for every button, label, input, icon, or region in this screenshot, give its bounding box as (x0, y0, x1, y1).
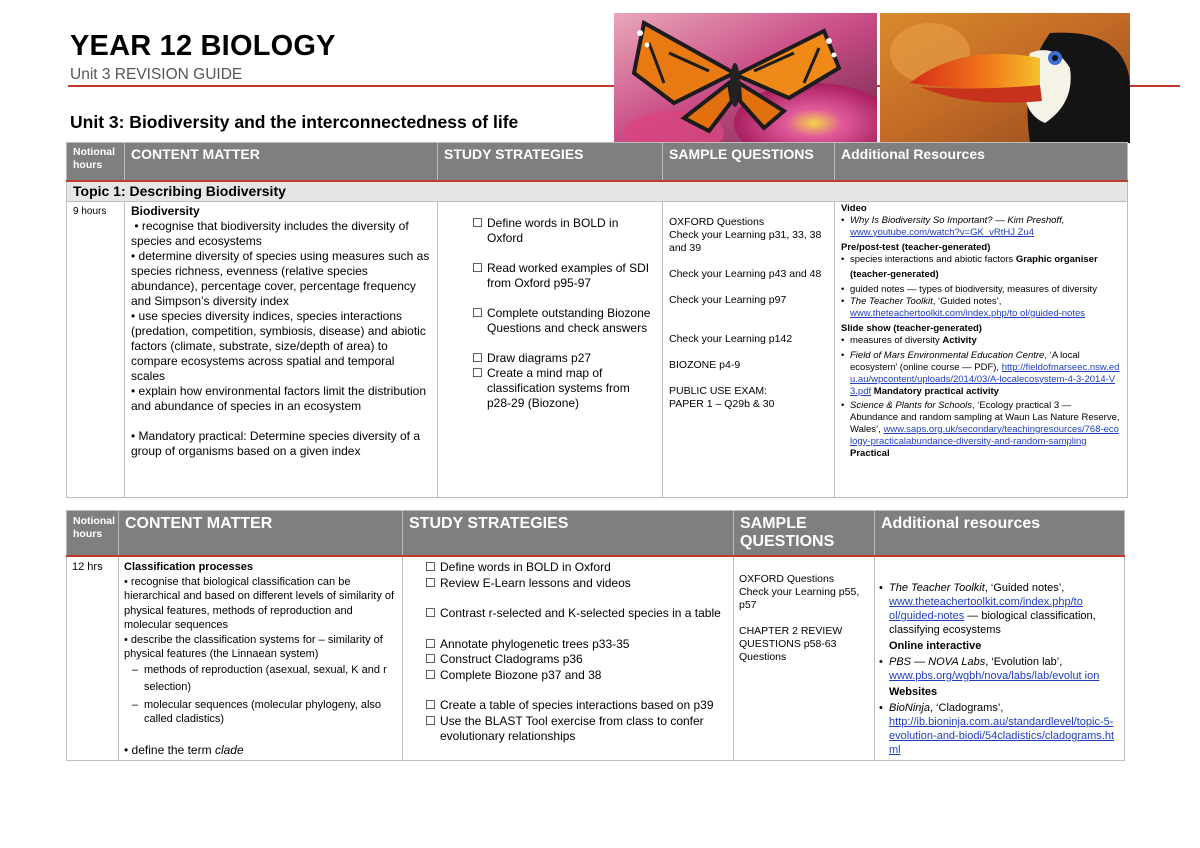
strategy-item: ☐ Use the BLAST Tool exercise from class to confer evolutionary relationships (425, 713, 704, 743)
header-notional-hours: Notional hours (67, 143, 125, 181)
strategies-cell (403, 556, 734, 761)
bullet-icon: • (131, 308, 136, 323)
header-content-matter: CONTENT MATTER (119, 511, 403, 557)
resource-item: • species interactions and abiotic factors Graphic organiser (841, 253, 1098, 265)
checkbox-icon: ☐ (472, 215, 483, 230)
list-item: • determine diversity of species using measures such as species richness, evenness (relative species abundance), percentage cover, percentage frequency and Simpson’s diversity index (131, 248, 430, 308)
slideshow-heading: Slide show (teacher-generated) (841, 322, 982, 334)
strategy-item: ☐ Define words in BOLD in Oxford (425, 560, 611, 574)
strategy-item: ☐ Read worked examples of SDI from Oxford p95-97 (472, 260, 650, 290)
bullet-icon: • (131, 428, 136, 443)
checkbox-icon: ☐ (425, 636, 436, 651)
table2-header-row (67, 511, 1125, 557)
bullet-icon: • (124, 575, 128, 588)
strategy-item: ☐ Draw diagrams p27 (472, 350, 592, 365)
checkbox-icon: ☐ (472, 365, 483, 380)
fom-link[interactable]: http://fieldofmarseec.nsw.edu.au/wpcontent/uploads/2014/03/A-localecosystem-4-3-2014-V3.pdf (850, 361, 1120, 397)
questions-cell (663, 201, 835, 497)
table-row (67, 556, 1125, 761)
unit-heading: Unit 3: Biodiversity and the interconnectedness of life (70, 112, 519, 132)
bullet-icon: • (841, 349, 845, 361)
question-item: OXFORD Questions (739, 573, 835, 585)
list-item: • explain how environmental factors limit the distribution and abundance of species in an ecosystem (131, 383, 427, 413)
resource-item: • measures of diversity Activity (841, 334, 977, 346)
strategy-item: ☐ Contrast r-selected and K-selected species in a table (425, 606, 721, 620)
list-item: • use species diversity indices, species interactions (predation, competition, symbiosis, disease) and abiotic factors (climate, substrate, size/depth of area) to compare ecosystems across spatial and temporal scales (131, 308, 426, 383)
checkbox-icon: ☐ (425, 698, 436, 712)
page-subtitle: Unit 3 REVISION GUIDE (70, 66, 243, 83)
bullet-icon: • (131, 248, 136, 263)
strategy-item: ☐ Define words in BOLD in Oxford (472, 215, 619, 245)
resource-item: • BioNinja, ‘Cladograms’, http://ib.bioninja.com.au/standardlevel/topic-5-evolution-and-biodi/54cladistics/cladograms.html (879, 702, 1115, 756)
table-row (67, 201, 1128, 497)
header-additional-resources: Additional resources (875, 511, 1125, 557)
checkbox-icon: ☐ (425, 560, 436, 574)
pbs-link[interactable]: www.pbs.org/wgbh/nova/labs/lab/evolut ion (889, 670, 1100, 682)
topic1-table (66, 142, 1128, 498)
bullet-icon: • (841, 399, 845, 411)
content-cell (125, 201, 438, 497)
question-item: Check your Learning p31, 33, 38 and 39 (669, 228, 822, 254)
resource-item: • guided notes — types of biodiversity, measures of diversity (841, 283, 1097, 295)
header-content-matter: CONTENT MATTER (125, 143, 438, 181)
bullet-icon: • (879, 702, 883, 714)
question-item: BIOZONE p4-9 (669, 358, 741, 371)
checkbox-icon: ☐ (425, 575, 436, 590)
strategy-item: ☐ Complete Biozone p37 and 38 (425, 667, 602, 682)
strategy-item: ☐ Create a table of species interactions based on p39 (425, 698, 714, 712)
online-interactive-heading: Online interactive (889, 640, 982, 652)
classification-table (66, 510, 1125, 761)
resources-cell: Video • Why Is Biodiversity So Important? — Kim Preshoff, www.youtube.com/watch?v=GK_vRtHJ Zu4 Pre/post-test (teacher-generated) • species interactions and abiotic factors Graphic organiser (teacher-generated) • guided notes — types of biodiversity, measures of diversity • The Teacher Toolkit, ‘Guided notes’, www.theteachertoolkit.com/index.php/to ol/guided-notes Slide show (teacher-generated) • measures of diversity Activity • Field of Mars Environmental Education Centre, ‘A local ecosystem’ (online course — PDF), http://fieldofmarseec.nsw.edu.au/wpcontent/uploads/2014/03/A-localecosystem-4-3-2014-V3.pdf Mandatory practical activity • Science & Plants for Schools, ‘Ecology practical 3 — Abundance and random sampling at Waun Las Nature Reserve, Wales’, www.saps.org.uk/secondary/teachingresources/768-ecology-practicalabundance-diversity-and-random-sampling Practical (835, 201, 1128, 497)
question-item: CHAPTER 2 REVIEW QUESTIONS p58-63 Questions (739, 625, 843, 663)
video-link[interactable]: www.youtube.com/watch?v=GK_vRtHJ Zu4 (850, 226, 1035, 238)
toucan-photo (880, 13, 1130, 143)
bullet-icon: • (841, 253, 845, 265)
dash-icon: – (132, 663, 139, 676)
list-item: • Mandatory practical: Determine species diversity of a group of organisms based on a given index (131, 428, 420, 458)
toolkit-link[interactable]: www.theteachertoolkit.com/index.php/to ol/guided-notes (889, 596, 1083, 622)
strategy-item: ☐ Review E-Learn lessons and videos (425, 575, 631, 590)
strategy-item: ☐ Construct Cladograms p36 (425, 652, 583, 666)
bullet-icon: • (841, 214, 845, 226)
butterfly-photo (614, 13, 877, 143)
header-study-strategies: STUDY STRATEGIES (438, 143, 663, 181)
header-sample-questions: SAMPLE QUESTIONS (663, 143, 835, 181)
bullet-icon: • (879, 656, 883, 668)
resource-item: • Science & Plants for Schools, ‘Ecology practical 3 — Abundance and random sampling at Waun Las Nature Reserve, Wales’, www.saps.org.uk/secondary/teachingresources/768-ecology-practicalabundance-diversity-and-random-sampling Practical (841, 399, 1120, 459)
video-heading: Video (841, 202, 867, 214)
checkbox-icon: ☐ (472, 305, 483, 320)
resources-cell (875, 556, 1125, 761)
sps-link[interactable]: www.saps.org.uk/secondary/teachingresources/768-ecology-practicalabundance-diversity-and-random-sampling (850, 423, 1119, 447)
strategy-item: ☐ Complete outstanding Biozone Questions and check answers (472, 305, 651, 335)
question-item: Check your Learning p97 (669, 293, 787, 306)
hours-cell: 9 hours (67, 201, 125, 497)
question-item: Check your Learning p55, p57 (739, 586, 860, 611)
bullet-icon: • (841, 283, 845, 295)
header-sample-questions: SAMPLE QUESTIONS (734, 511, 875, 557)
content-title: Biodiversity (131, 203, 200, 218)
sub-list-item: – methods of reproduction (asexual, sexual, K and r selection) (124, 662, 397, 696)
table1-header-row (67, 143, 1128, 181)
question-item: Check your Learning p43 and 48 (669, 267, 822, 280)
strategy-item: ☐ Annotate phylogenetic trees p33-35 (425, 636, 630, 651)
resource-item: • The Teacher Toolkit, ‘Guided notes’, www.theteachertoolkit.com/index.php/to ol/guided-notes (841, 295, 1085, 319)
prepost-heading: Pre/post-test (teacher-generated) (841, 241, 991, 253)
bullet-icon: • (124, 633, 128, 646)
toolkit-link[interactable]: www.theteachertoolkit.com/index.php/to ol/guided-notes (850, 307, 1085, 319)
question-item: PUBLIC USE EXAM: (669, 384, 768, 397)
content-cell (119, 556, 403, 761)
checkbox-icon: ☐ (425, 667, 436, 682)
dash-icon: – (318, 633, 325, 646)
header-notional-hours: Notional hours (67, 511, 119, 557)
checkbox-icon: ☐ (425, 713, 436, 728)
question-item: OXFORD Questions (669, 215, 765, 228)
bioninja-link[interactable]: http://ib.bioninja.com.au/standardlevel/topic-5-evolution-and-biodi/54cladistics/cladograms.html (889, 716, 1115, 756)
question-item: Check your Learning p142 (669, 332, 793, 345)
bullet-icon: • (879, 582, 883, 594)
content-title: Classification processes (124, 561, 254, 573)
header-study-strategies: STUDY STRATEGIES (403, 511, 734, 557)
page-title: YEAR 12 BIOLOGY (70, 30, 336, 62)
strategy-item: ☐ Create a mind map of classification systems from p28-29 (Biozone) (472, 365, 630, 410)
bullet-icon: • (134, 218, 139, 233)
list-item: • describe the classification systems for – similarity of physical features (the Linnaean system) (124, 633, 383, 660)
list-item: • define the term clade (124, 742, 244, 757)
resource-item: • The Teacher Toolkit, ‘Guided notes’, www.theteachertoolkit.com/index.php/to ol/guided-notes — biological classification, classifying ecosystems (879, 582, 1096, 636)
checkbox-icon: ☐ (472, 350, 483, 365)
question-item: PAPER 1 – Q29b & 30 (669, 397, 775, 410)
checkbox-icon: ☐ (472, 260, 483, 275)
topic-title: Topic 1: Describing Biodiversity (67, 181, 1128, 202)
websites-heading: Websites (889, 686, 938, 698)
resource-item: • Field of Mars Environmental Education Centre, ‘A local ecosystem’ (online course — PDF), http://fieldofmarseec.nsw.edu.au/wpcontent/uploads/2014/03/A-localecosystem-4-3-2014-V3.pdf Mandatory practical activity (841, 349, 1120, 397)
bullet-icon: • (131, 383, 136, 398)
checkbox-icon: ☐ (425, 606, 436, 620)
list-item: • recognise that biodiversity includes the diversity of species and ecosystems (131, 218, 409, 248)
bullet-icon: • (841, 334, 845, 346)
hours-cell: 12 hrs (67, 556, 119, 761)
bullet-icon: • (124, 742, 129, 757)
strategies-cell (438, 201, 663, 497)
questions-cell (734, 556, 875, 761)
bullet-icon: • (841, 295, 845, 307)
topic-row (67, 181, 1128, 202)
dash-icon: – (132, 698, 139, 711)
checkbox-icon: ☐ (425, 652, 436, 666)
resource-item: • Why Is Biodiversity So Important? — Kim Preshoff, www.youtube.com/watch?v=GK_vRtHJ Zu4 (841, 214, 1065, 238)
header-additional-resources: Additional Resources (835, 143, 1128, 181)
list-item: • recognise that biological classification can be hierarchical and based on different levels of similarity of physical features, methods of reproduction and molecular sequences (124, 575, 395, 631)
sub-list-item: – molecular sequences (molecular phylogeny, also called cladistics) (132, 698, 382, 725)
resource-item: • PBS — NOVA Labs, ‘Evolution lab’, www.pbs.org/wgbh/nova/labs/lab/evolut ion (879, 656, 1100, 682)
